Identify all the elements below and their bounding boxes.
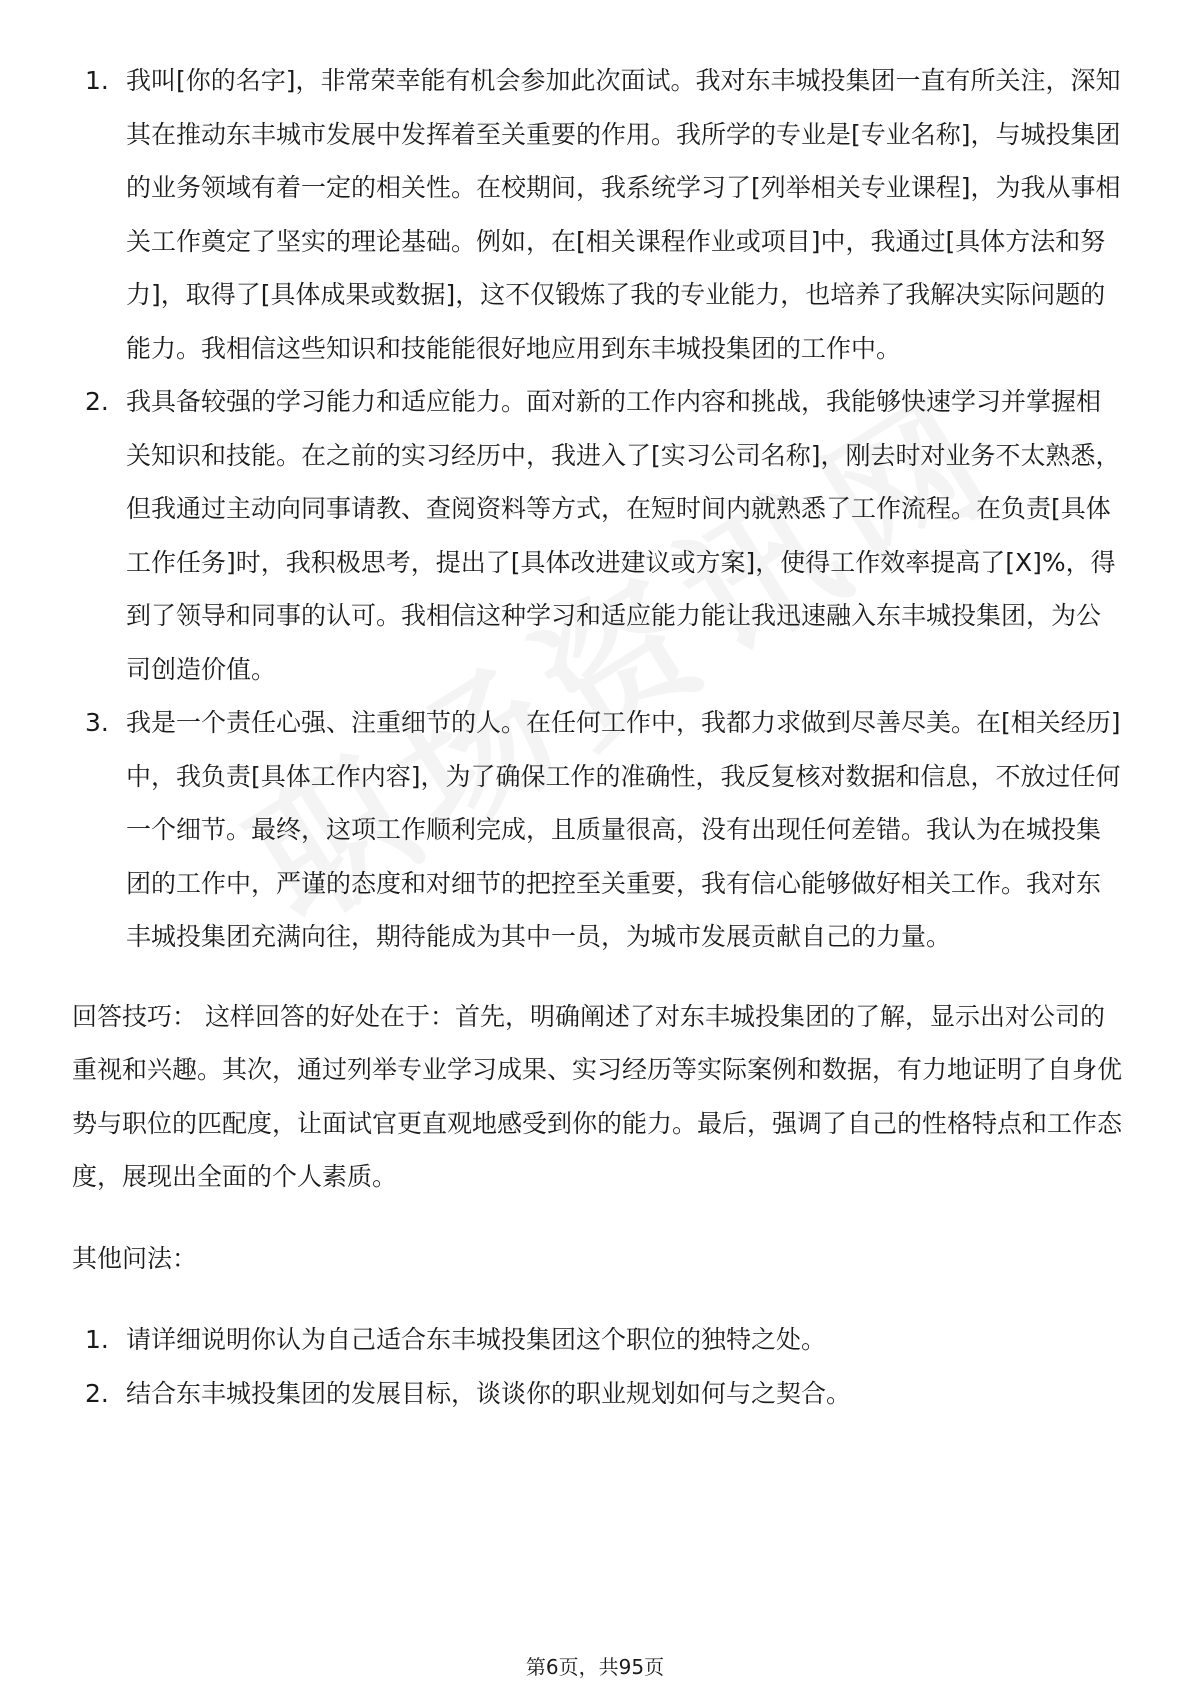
list-item [72,696,1122,964]
list-item [72,1367,1122,1421]
other-questions-list [72,1313,1122,1420]
list-item-text: 请详细说明你认为自己适合东丰城投集团这个职位的独特之处。 [126,1325,827,1354]
page-number-footer: 第6页，共95页 [525,1655,665,1679]
list-item-number: 1. [85,66,109,95]
other-questions-heading: 其他问法： [72,1243,198,1273]
list-item-number: 3. [85,708,109,737]
list-item-number: 2. [85,1378,109,1408]
list-item [72,375,1122,696]
list-item [72,54,1122,375]
list-item [72,1313,1122,1367]
list-item-text: 我叫[你的名字]，非常荣幸能有机会参加此次面试。我对东丰城投集团一直有所关注，深知其在推动东丰城市发展中发挥着至关重要的作用。我所学的专业是[专业名称]，与城投集团的业务领域有着一定的相关性。在校期间，我系统学习了[列举相关专业课程]，为我从事相关工作奠定了坚实的理论基础。例如，在[相关课程作业或项目]中，我通过[具体方法和努力]，取得了[具体成果或数据]，这不仅锻炼了我的专业能力，也培养了我解决实际问题的能力。我相信这些知识和技能能很好地应用到东丰城投集团的工作中。 [126,66,1121,363]
answer-tips-paragraph: 回答技巧： 这样回答的好处在于：首先，明确阐述了对东丰城投集团的了解，显示出对公司的重视和兴趣。其次，通过列举专业学习成果、实习经历等实际案例和数据，有力地证明了自身优势与职位的匹配度，让面试官更直观地感受到你的能力。最后，强调了自己的性格特点和工作态度，展现出全面的个人素质。 [72,1001,1123,1191]
list-item-number: 2. [85,387,109,416]
page-content [72,54,1122,1420]
answer-list [72,54,1122,964]
list-item-number: 1. [85,1325,109,1354]
list-item-text: 我具备较强的学习能力和适应能力。面对新的工作内容和挑战，我能够快速学习并掌握相关知识和技能。在之前的实习经历中，我进入了[实习公司名称]，刚去时对业务不太熟悉，但我通过主动向同事请教、查阅资料等方式，在短时间内就熟悉了工作流程。在负责[具体工作任务]时，我积极思考，提出了[具体改进建议或方案]，使得工作效率提高了[X]%，得到了领导和同事的认可。我相信这种学习和适应能力能让我迅速融入东丰城投集团，为公司创造价值。 [126,387,1121,684]
list-item-text: 结合东丰城投集团的发展目标，谈谈你的职业规划如何与之契合。 [126,1378,852,1408]
list-item-text: 我是一个责任心强、注重细节的人。在任何工作中，我都力求做到尽善尽美。在[相关经历]中，我负责[具体工作内容]，为了确保工作的准确性，我反复核对数据和信息，不放过任何一个细节。最终，这项工作顺利完成，且质量很高，没有出现任何差错。我认为在城投集团的工作中，严谨的态度和对细节的把控至关重要，我有信心能够做好相关工作。我对东丰城投集团充满向往，期待能成为其中一员，为城市发展贡献自己的力量。 [126,708,1121,951]
